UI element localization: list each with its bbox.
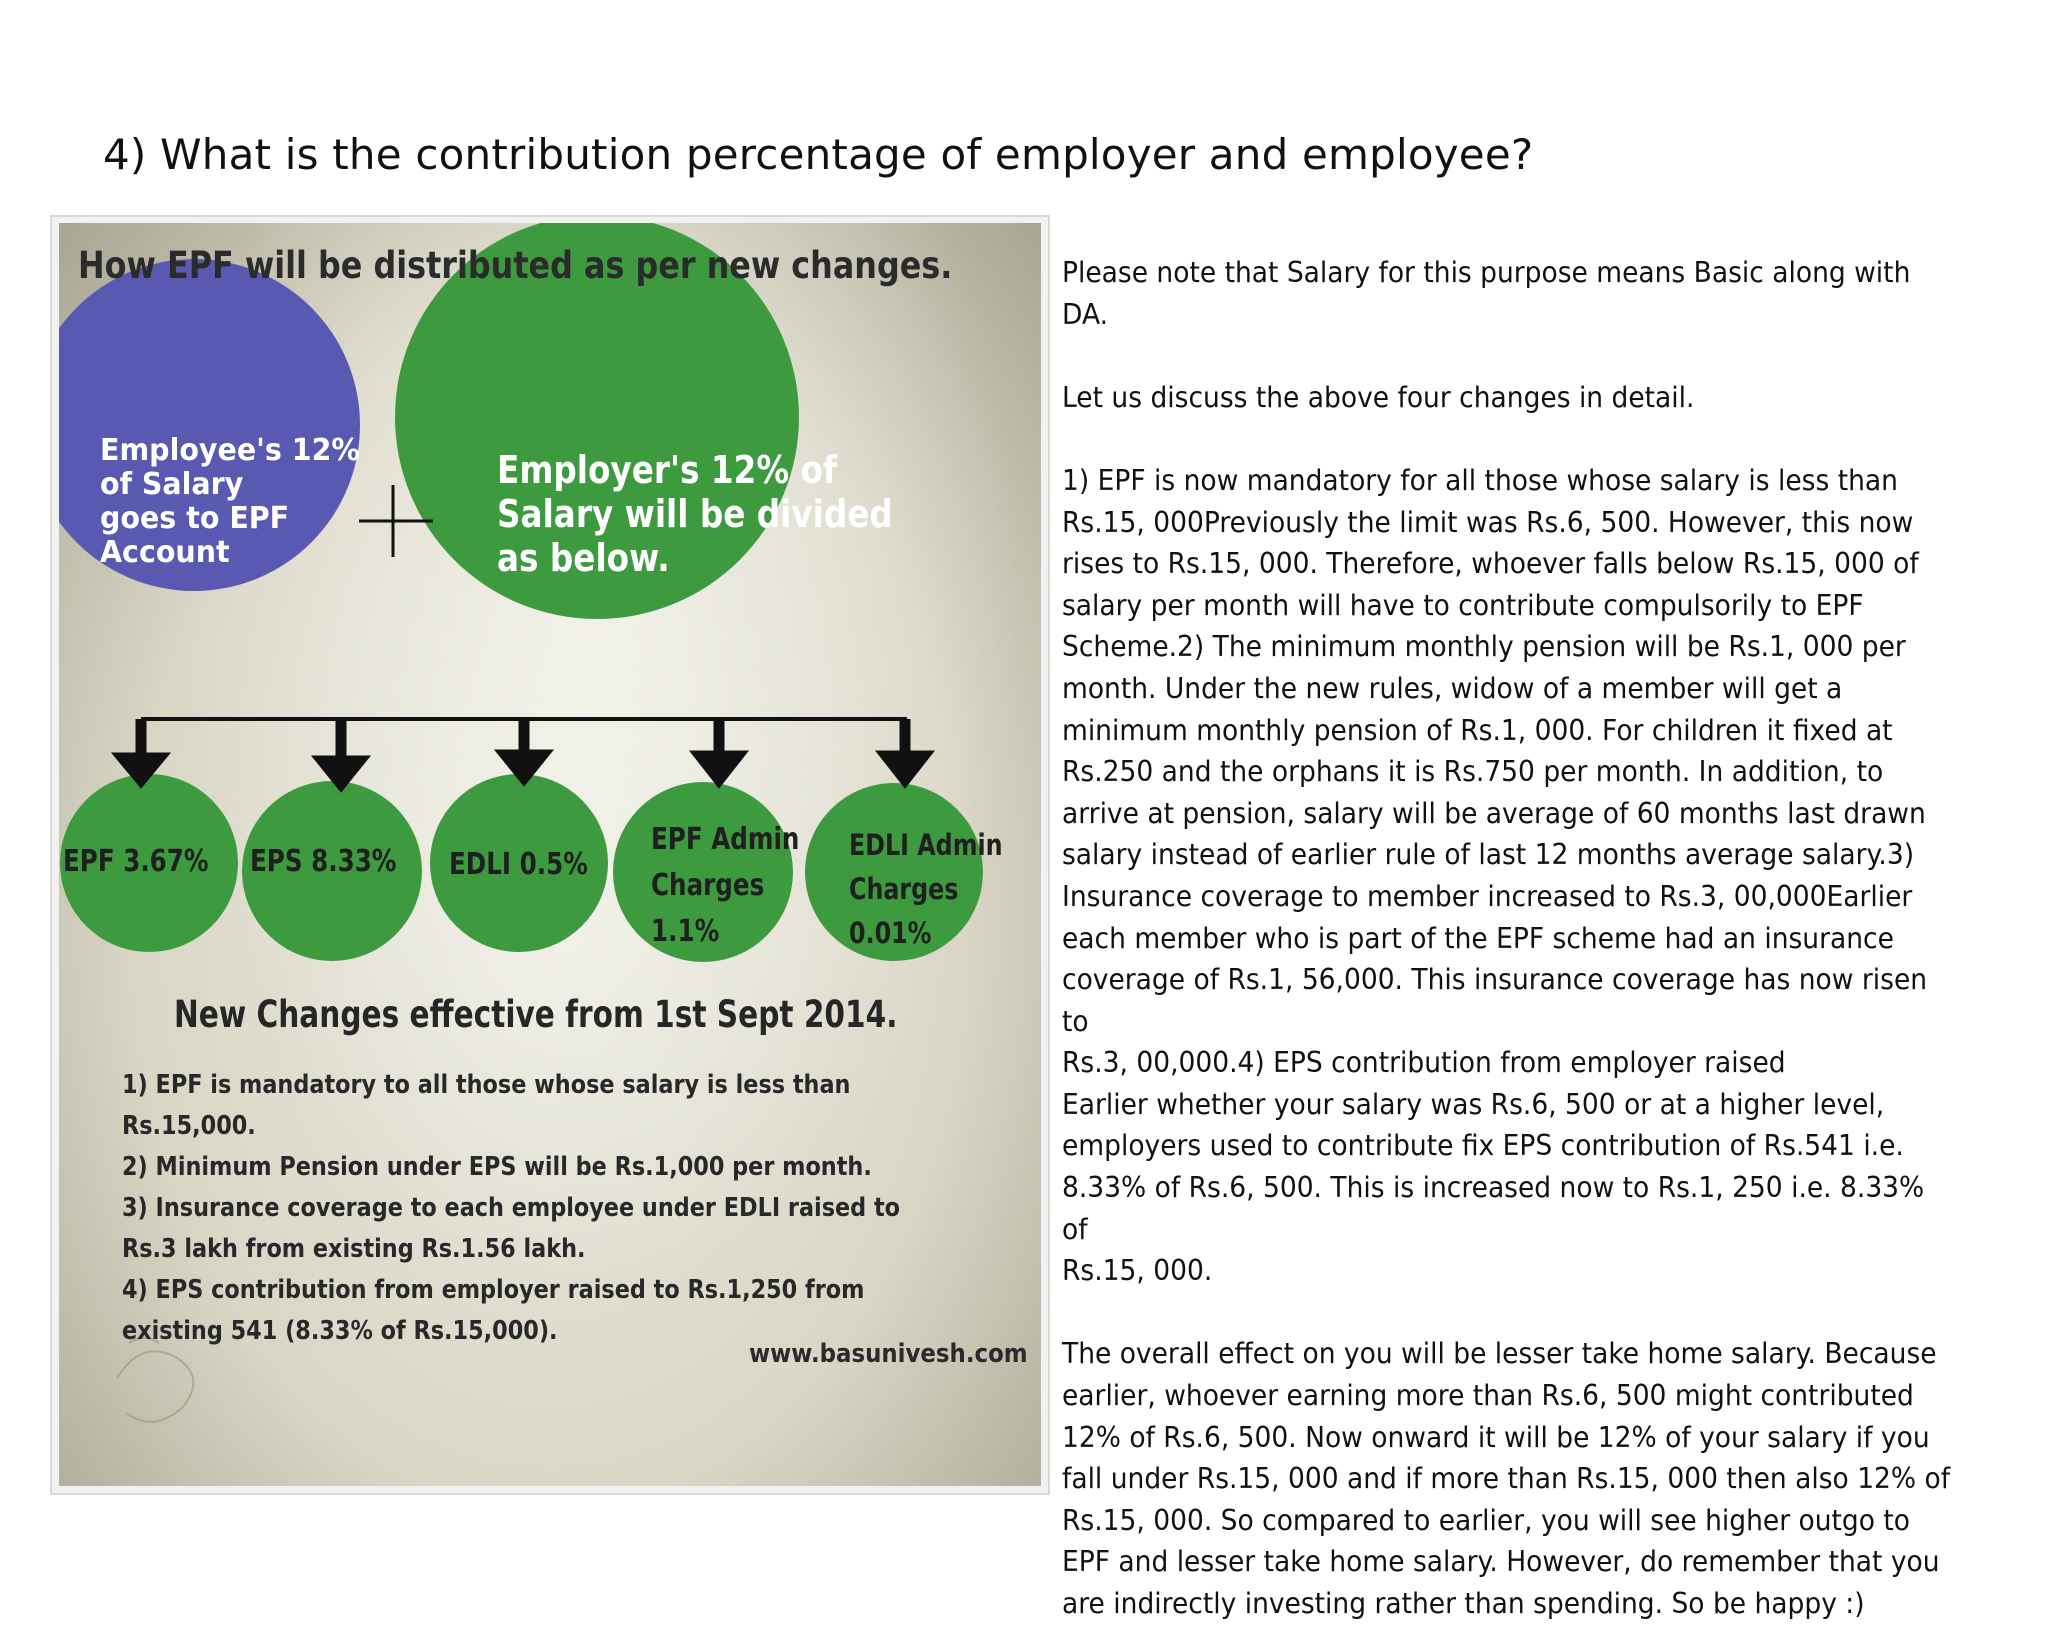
list-item: 1) EPF is mandatory to all those whose salary is less than Rs.15,000. [122,1070,851,1141]
list-item: 2) Minimum Pension under EPS will be Rs.1,000 per month. [122,1152,872,1182]
list-item: 4) EPS contribution from employer raised to Rs.1,250 from existing 541 (8.33% of Rs.15,000). [122,1275,865,1346]
website-credit: www.basunivesh.com [749,1339,1028,1369]
paragraph-salary-note: Please note that Salary for this purpose means Basic along with DA. [1062,256,1911,331]
employee-circle-label: Employee's 12% of Salary goes to EPF Account [100,433,360,570]
split-label-edli: EDLI 0.5% [449,847,588,882]
split-label-epf-admin: EPF Admin Charges 1.1% [651,822,800,949]
paragraph-overall-effect: The overall effect on you will be lesser take home salary. Because earlier, whoever earning more than Rs.6, 500 might contributed 12% of Rs.6, 500. Now onward it will be 12% of your salary if you fall under Rs.15, 000 and if more than Rs.15, 000 then also 12% of Rs.15, 000. So compared to earlier, you will see higher outgo to EPF and lesser take home salary. However, do remember that you are indirectly investing rather than spending. So be happy :) [1062,1337,1951,1620]
paragraph-changes-detail: 1) EPF is now mandatory for all those whose salary is less than Rs.15, 000Previously the limit was Rs.6, 500. However, this now rises to Rs.15, 000. Therefore, whoever falls below Rs.15, 000 of salary per month will have to contribute compulsorily to EPF Scheme.2) The minimum monthly pension will be Rs.1, 000 per month. Under the new rules, widow of a member will get a minimum monthly pension of Rs.1, 000. For children it fixed at Rs.250 and the orphans it is Rs.750 per month. In addition, to arrive at pension, salary will be average of 60 months last drawn salary instead of earlier rule of last 12 months average salary.3) Insurance coverage to member increased to Rs.3, 00,000Earlier each member who is part of the EPF scheme had an insurance coverage of Rs.1, 56,000. This insurance coverage has now risen to Rs.3, 00,000.4) EPS contribution from employer raised Earlier whether your salary was Rs.6, 500 or at a higher level, employers used to contribute fix EPS contribution of Rs.541 i.e. 8.33% of Rs.6, 500. This is increased now to Rs.1, 250 i.e. 8.33% of Rs.15, 000. [1062,463,1928,1288]
down-arrow-icon [312,719,370,792]
employer-circle-label: Employer's 12% of Salary will be divided as below. [497,448,893,580]
list-item: 3) Insurance coverage to each employee under EDLI raised to Rs.3 lakh from existing Rs.1.56 lakh. [122,1193,901,1264]
page-heading: 4) What is the contribution percentage of employer and employee? [103,130,1534,179]
effective-date-heading: New Changes effective from 1st Sept 2014. [174,993,898,1036]
changes-list [122,1065,973,1352]
infographic-title: How EPF will be distributed as per new changes. [78,244,953,287]
split-label-edli-admin: EDLI Admin Charges 0.01% [849,828,1003,950]
paragraph-intro: Let us discuss the above four changes in detail. [1062,380,1695,414]
split-label-epf: EPF 3.67% [63,844,209,879]
explanation-text [1062,252,1955,1625]
down-arrow-icon [876,719,934,788]
split-label-eps: EPS 8.33% [250,844,397,879]
down-arrow-icon [690,719,748,788]
epf-infographic [59,223,1041,1486]
